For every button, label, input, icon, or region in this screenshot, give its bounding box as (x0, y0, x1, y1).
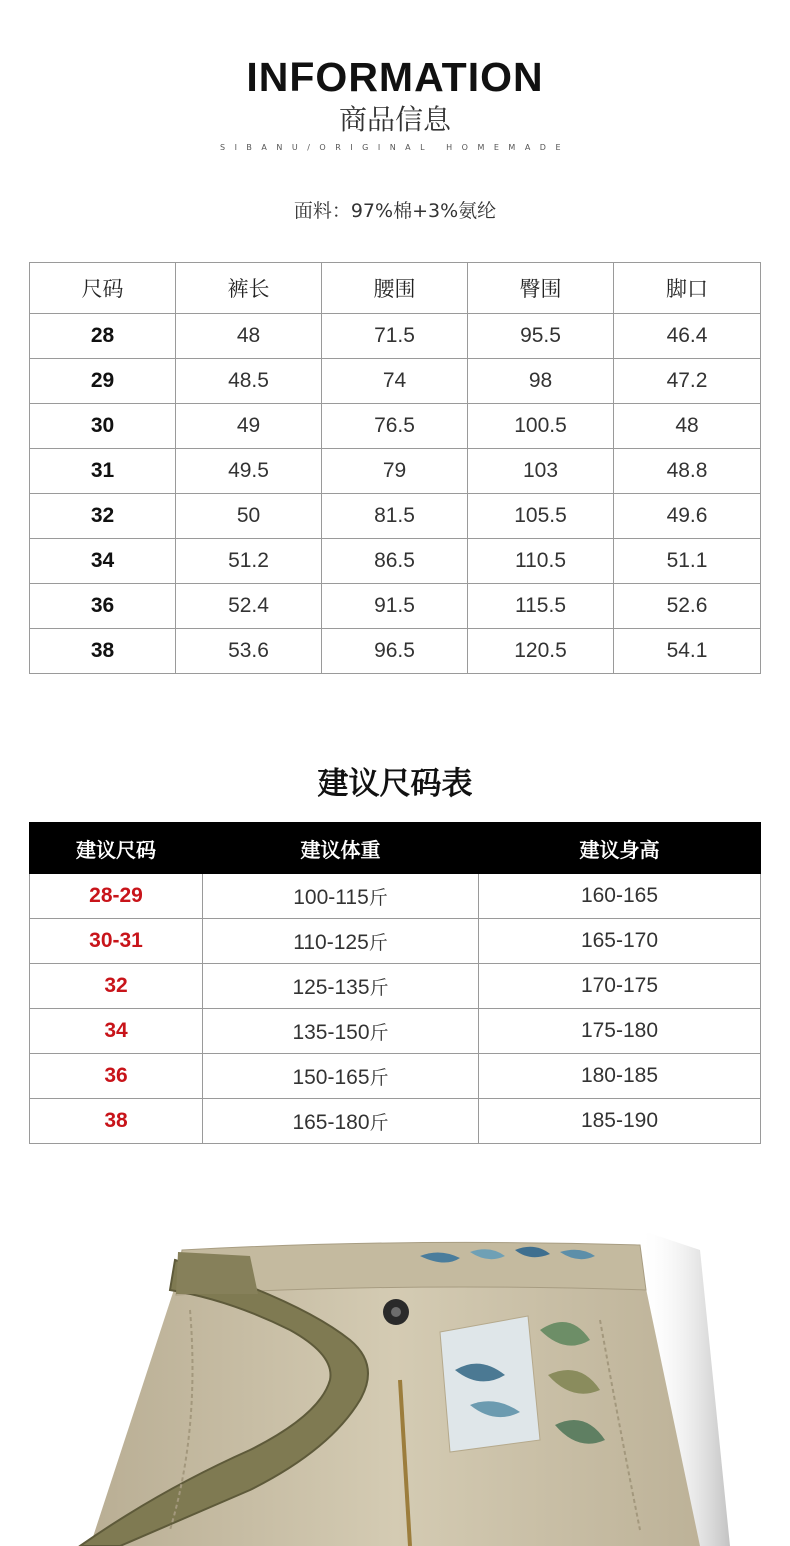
size-cell: 38 (30, 629, 176, 674)
rec-weight-cell (203, 874, 479, 919)
waist-cell: 71.5 (322, 314, 468, 359)
weight-unit: 斤 (369, 976, 389, 999)
col-header-hip: 臀围 (468, 263, 614, 314)
weight-value: 165-180 (292, 1110, 370, 1134)
table-row (30, 874, 761, 919)
rec-size-cell: 32 (30, 964, 203, 1009)
size-cell: 30 (30, 404, 176, 449)
hem-cell: 47.2 (614, 359, 761, 404)
brand-tagline: SIBANU/ORIGINAL HOMEMADE (219, 143, 571, 152)
rec-size-cell: 38 (30, 1099, 203, 1144)
size-chart-table (29, 262, 761, 674)
waist-cell: 96.5 (322, 629, 468, 674)
length-cell: 49.5 (176, 449, 322, 494)
table-row (30, 449, 761, 494)
belt-top (176, 1252, 258, 1294)
waist-cell: 79 (322, 449, 468, 494)
table-row (30, 1009, 761, 1054)
length-cell: 50 (176, 494, 322, 539)
rec-height-cell: 165-170 (479, 919, 761, 964)
rec-weight-cell (203, 1099, 479, 1144)
rec-height-cell: 185-190 (479, 1099, 761, 1144)
length-cell: 52.4 (176, 584, 322, 629)
weight-value: 100-115 (293, 885, 369, 909)
size-cell: 31 (30, 449, 176, 494)
length-cell: 48 (176, 314, 322, 359)
size-cell: 28 (30, 314, 176, 359)
size-cell: 34 (30, 539, 176, 584)
rec-height-cell: 170-175 (479, 964, 761, 1009)
hip-cell: 115.5 (468, 584, 614, 629)
waist-cell: 91.5 (322, 584, 468, 629)
rec-weight-cell (203, 919, 479, 964)
hip-cell: 98 (468, 359, 614, 404)
length-cell: 48.5 (176, 359, 322, 404)
info-title: INFORMATION (246, 54, 544, 100)
weight-value: 150-165 (292, 1065, 370, 1089)
rec-weight-cell (203, 964, 479, 1009)
table-row (30, 539, 761, 584)
table-row (30, 359, 761, 404)
recommend-size-table (29, 822, 761, 1144)
rec-size-cell: 34 (30, 1009, 203, 1054)
rec-weight-cell (203, 1054, 479, 1099)
col-header-hem: 脚口 (614, 263, 761, 314)
product-photo (0, 1190, 790, 1546)
hem-cell: 52.6 (614, 584, 761, 629)
hip-cell: 110.5 (468, 539, 614, 584)
weight-unit: 斤 (369, 1021, 389, 1044)
size-cell: 32 (30, 494, 176, 539)
info-subtitle: 商品信息 (338, 103, 451, 136)
hem-cell: 48.8 (614, 449, 761, 494)
rec-height-cell: 180-185 (479, 1054, 761, 1099)
weight-unit: 斤 (369, 1066, 389, 1089)
table-row (30, 314, 761, 359)
length-cell: 49 (176, 404, 322, 449)
fabric-composition: 面料：97%棉+3%氨纶 (293, 200, 497, 222)
hip-cell: 120.5 (468, 629, 614, 674)
fly-lining (440, 1316, 540, 1452)
rec-height-cell: 160-165 (479, 874, 761, 919)
weight-value: 125-135 (292, 975, 370, 999)
hip-cell: 103 (468, 449, 614, 494)
weight-unit: 斤 (368, 886, 388, 909)
hem-cell: 54.1 (614, 629, 761, 674)
waist-cell: 76.5 (322, 404, 468, 449)
rec-size-cell: 28-29 (30, 874, 203, 919)
size-cell: 29 (30, 359, 176, 404)
hip-cell: 95.5 (468, 314, 614, 359)
table-row (30, 1099, 761, 1144)
size-chart-header-row (30, 263, 761, 314)
col-header-rec-height: 建议身高 (479, 823, 761, 874)
recommend-header-row (30, 823, 761, 874)
col-header-waist: 腰围 (322, 263, 468, 314)
rec-size-cell: 36 (30, 1054, 203, 1099)
weight-unit: 斤 (369, 1111, 389, 1134)
size-cell: 36 (30, 584, 176, 629)
table-row (30, 629, 761, 674)
weight-value: 135-150 (292, 1020, 370, 1044)
rec-size-cell: 30-31 (30, 919, 203, 964)
hip-cell: 105.5 (468, 494, 614, 539)
waist-cell: 86.5 (322, 539, 468, 584)
rec-height-cell: 175-180 (479, 1009, 761, 1054)
table-row (30, 404, 761, 449)
table-row (30, 919, 761, 964)
length-cell: 53.6 (176, 629, 322, 674)
col-header-size: 尺码 (30, 263, 176, 314)
hem-cell: 51.1 (614, 539, 761, 584)
col-header-length: 裤长 (176, 263, 322, 314)
hem-cell: 49.6 (614, 494, 761, 539)
weight-value: 110-125 (293, 930, 369, 954)
table-row (30, 964, 761, 1009)
table-row (30, 494, 761, 539)
waist-cell: 74 (322, 359, 468, 404)
table-row (30, 584, 761, 629)
col-header-rec-weight: 建议体重 (203, 823, 479, 874)
hem-cell: 46.4 (614, 314, 761, 359)
table-row (30, 1054, 761, 1099)
hem-cell: 48 (614, 404, 761, 449)
rec-weight-cell (203, 1009, 479, 1054)
col-header-rec-size: 建议尺码 (30, 823, 203, 874)
recommend-title: 建议尺码表 (317, 766, 473, 802)
waist-cell: 81.5 (322, 494, 468, 539)
weight-unit: 斤 (368, 931, 388, 954)
hip-cell: 100.5 (468, 404, 614, 449)
length-cell: 51.2 (176, 539, 322, 584)
